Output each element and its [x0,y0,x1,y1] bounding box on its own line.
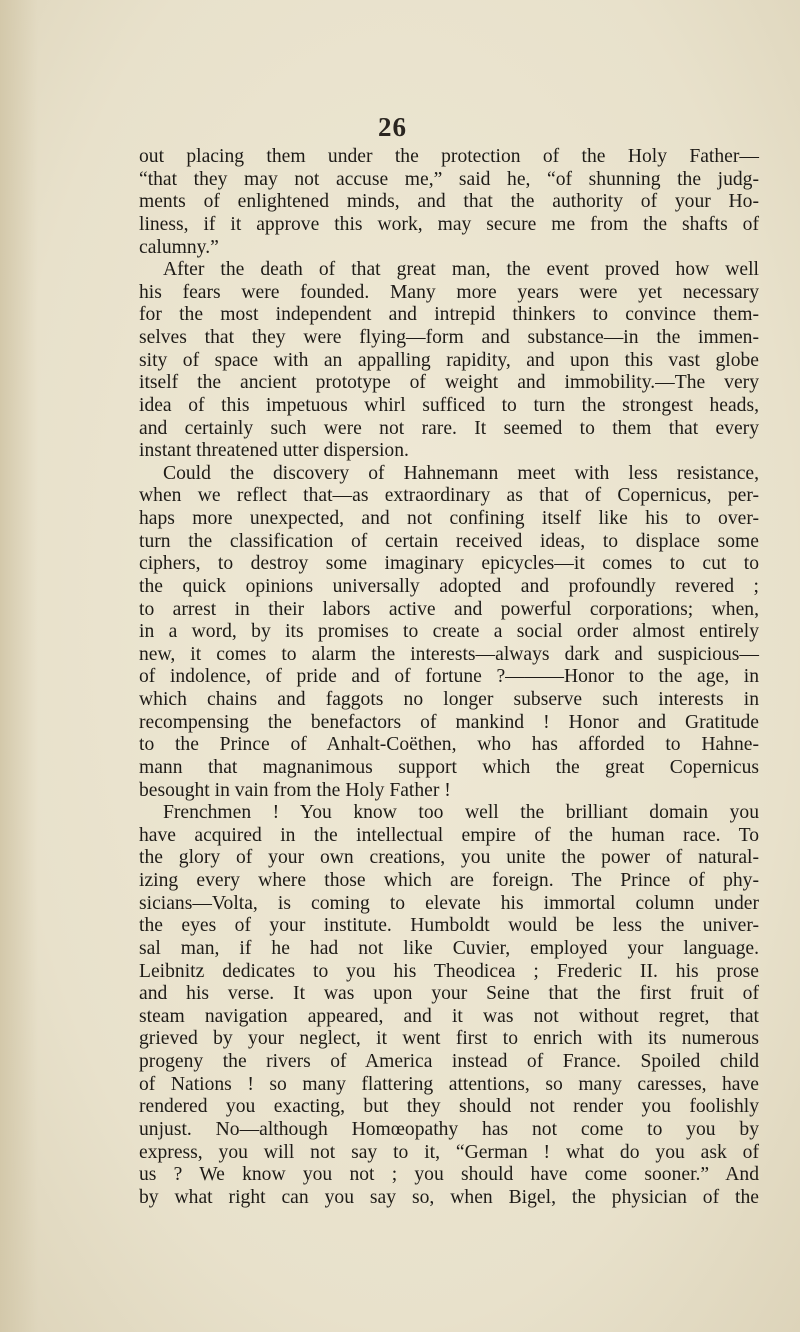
text-line: the quick opinions universally adopted and profoundly revered ; [139,575,759,597]
text-line: ments of enlightened minds, and that the authority of your Ho- [139,191,759,213]
text-line: haps more unexpected, and not confining itself like his to over- [139,508,759,529]
text-line: instant threatened utter dispersion. [139,440,409,462]
text-line: rendered you exacting, but they should not render you foolishly [139,1096,759,1118]
text-line: izing every where those which are foreign. The Prince of phy- [139,870,759,891]
text-line: After the death of that great man, the event proved how well [163,259,759,281]
text-line: have acquired in the intellectual empire of the human race. To [139,824,759,846]
text-line: sity of space with an appalling rapidity, and upon this vast globe [139,349,759,371]
text-line: by what right can you say so, when Bigel, the physician of the [139,1186,759,1208]
text-line: calumny.” [139,236,219,258]
text-line: Could the discovery of Hahnemann meet with less resistance, [163,462,759,484]
text-line: mann that magnanimous support which the great Copernicus [139,756,759,778]
text-line: and certainly such were not rare. It seemed to them that every [139,417,759,439]
text-line: of indolence, of pride and of fortune ?———Honor to the age, in [139,666,759,688]
text-line: out placing them under the protection of the Holy Father— [139,146,759,167]
text-line: express, you will not say to it, “German ! what do you ask of [139,1141,759,1163]
text-line: turn the classification of certain received ideas, to displace some [139,530,759,552]
text-line: Frenchmen ! You know too well the brilliant domain you [163,802,759,824]
body-text [139,146,759,1209]
text-line: the glory of your own creations, you unite the power of natural- [139,847,759,869]
page-number: 26 [378,112,407,142]
text-line: itself the ancient prototype of weight and immobility.—The very [139,372,759,394]
text-line: when we reflect that—as extraordinary as that of Copernicus, per- [139,485,759,507]
text-line: progeny the rivers of America instead of France. Spoiled child [139,1051,759,1072]
text-line: besought in vain from the Holy Father ! [139,779,451,801]
text-line: and his verse. It was upon your Seine that the first fruit of [139,983,759,1005]
page-edge-shadow [0,0,38,1332]
text-line: unjust. No—although Homœopathy has not come to you by [139,1118,759,1140]
text-line: recompensing the benefactors of mankind ! Honor and Gratitude [139,711,759,733]
text-line: steam navigation appeared, and it was not without regret, that [139,1005,759,1027]
text-line: sicians—Volta, is coming to elevate his immortal column under [139,892,759,914]
text-line: in a word, by its promises to create a social order almost entirely [139,621,759,643]
text-line: new, it comes to alarm the interests—always dark and suspicious— [139,643,759,665]
text-line: the eyes of your institute. Humboldt would be less the univer- [139,915,759,937]
text-line: sal man, if he had not like Cuvier, employed your language. [139,937,759,959]
text-line: to the Prince of Anhalt-Coëthen, who has afforded to Hahne- [139,734,759,756]
text-line: which chains and faggots no longer subserve such interests in [139,689,759,710]
text-line: “that they may not accuse me,” said he, “of shunning the judg- [139,168,759,190]
text-line: selves that they were flying—form and substance—in the immen- [139,327,759,348]
text-line: ciphers, to destroy some imaginary epicycles—it comes to cut to [139,553,759,575]
text-line: his fears were founded. Many more years were yet necessary [139,281,759,303]
text-line: to arrest in their labors active and powerful corporations; when, [139,598,759,620]
text-line: Leibnitz dedicates to you his Theodicea ; Frederic II. his prose [139,960,759,982]
text-line: grieved by your neglect, it went first to enrich with its numerous [139,1028,759,1050]
text-line: liness, if it approve this work, may secure me from the shafts of [139,213,759,235]
text-line: of Nations ! so many flattering attentions, so many caresses, have [139,1073,759,1095]
text-line: us ? We know you not ; you should have come sooner.” And [139,1164,759,1186]
text-line: for the most independent and intrepid thinkers to convince them- [139,304,759,326]
text-line: idea of this impetuous whirl sufficed to turn the strongest heads, [139,394,759,416]
